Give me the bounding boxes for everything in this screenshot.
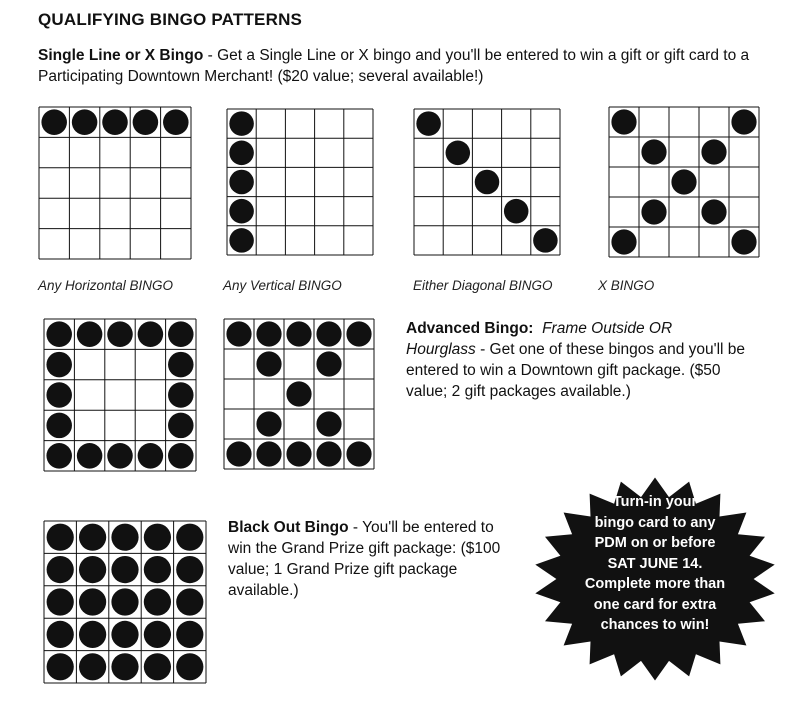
bingo-marker-dot bbox=[671, 169, 696, 194]
bingo-marker-dot bbox=[79, 621, 106, 648]
caption-horizontal: Any Horizontal BINGO bbox=[38, 278, 174, 293]
bingo-marker-dot bbox=[144, 556, 171, 583]
bingo-marker-dot bbox=[446, 141, 471, 166]
bingo-marker-dot bbox=[286, 381, 311, 406]
bingo-marker-dot bbox=[176, 588, 203, 615]
bingo-marker-dot bbox=[346, 321, 371, 346]
bingo-grid-svg bbox=[43, 318, 197, 472]
badge-text bbox=[566, 492, 744, 636]
bingo-marker-dot bbox=[111, 653, 138, 680]
advanced-title: Advanced Bingo: bbox=[406, 320, 534, 337]
bingo-marker-dot bbox=[641, 199, 666, 224]
grid-x bbox=[608, 106, 760, 258]
bingo-marker-dot bbox=[111, 524, 138, 551]
blackout-text: - You'll be entered to win the Grand Prize gift package: ($100 value; 1 Grand Prize gift package available.) bbox=[228, 519, 501, 599]
bingo-marker-dot bbox=[286, 441, 311, 466]
bingo-marker-dot bbox=[168, 413, 194, 439]
bingo-marker-dot bbox=[316, 321, 341, 346]
bingo-marker-dot bbox=[168, 321, 194, 347]
bingo-marker-dot bbox=[256, 411, 281, 436]
bingo-marker-dot bbox=[229, 111, 254, 136]
bingo-marker-dot bbox=[47, 588, 74, 615]
bingo-marker-dot bbox=[133, 109, 159, 135]
bingo-marker-dot bbox=[138, 321, 164, 347]
blackout-title: Black Out Bingo bbox=[228, 519, 349, 536]
bingo-marker-dot bbox=[229, 228, 254, 253]
bingo-marker-dot bbox=[111, 588, 138, 615]
grid-vertical bbox=[226, 108, 374, 256]
bingo-marker-dot bbox=[77, 321, 103, 347]
advanced-text: - Get one of these bingos and you'll be entered to win a Downtown gift package. ($50 value; 2 gift packages available.) bbox=[406, 341, 746, 400]
bingo-marker-dot bbox=[176, 524, 203, 551]
bingo-marker-dot bbox=[138, 443, 164, 469]
bingo-marker-dot bbox=[168, 382, 194, 408]
bingo-marker-dot bbox=[79, 556, 106, 583]
advanced-subtitle: Frame Outside OR Hourglass bbox=[406, 320, 673, 358]
bingo-grid-svg bbox=[226, 108, 374, 256]
bingo-marker-dot bbox=[47, 621, 74, 648]
bingo-grid-svg bbox=[38, 106, 192, 260]
badge-line: bingo card to any bbox=[594, 514, 716, 531]
bingo-marker-dot bbox=[79, 588, 106, 615]
bingo-grid-svg bbox=[43, 520, 207, 684]
bingo-marker-dot bbox=[107, 443, 133, 469]
badge-line: Complete more than bbox=[584, 576, 726, 592]
bingo-marker-dot bbox=[144, 588, 171, 615]
bingo-marker-dot bbox=[731, 109, 756, 134]
grid-frame bbox=[43, 318, 197, 472]
bingo-marker-dot bbox=[316, 441, 341, 466]
caption-diagonal: Either Diagonal BINGO bbox=[413, 278, 553, 293]
grid-diagonal bbox=[413, 108, 561, 256]
bingo-marker-dot bbox=[79, 524, 106, 551]
bingo-marker-dot bbox=[256, 351, 281, 376]
blackout-description bbox=[228, 517, 518, 601]
bingo-marker-dot bbox=[168, 443, 194, 469]
bingo-marker-dot bbox=[72, 109, 98, 135]
bingo-marker-dot bbox=[47, 653, 74, 680]
bingo-marker-dot bbox=[47, 556, 74, 583]
bingo-marker-dot bbox=[286, 321, 311, 346]
grid-hourglass bbox=[223, 318, 375, 470]
caption-vertical: Any Vertical BINGO bbox=[223, 278, 342, 293]
bingo-marker-dot bbox=[731, 229, 756, 254]
bingo-marker-dot bbox=[41, 109, 67, 135]
badge-line: one card for extra bbox=[593, 596, 717, 613]
bingo-marker-dot bbox=[176, 621, 203, 648]
bingo-marker-dot bbox=[316, 411, 341, 436]
page-title: QUALIFYING BINGO PATTERNS bbox=[38, 10, 303, 29]
bingo-marker-dot bbox=[346, 441, 371, 466]
bingo-marker-dot bbox=[107, 321, 133, 347]
bingo-marker-dot bbox=[611, 109, 636, 134]
bingo-marker-dot bbox=[46, 382, 72, 408]
bingo-grid-svg bbox=[413, 108, 561, 256]
bingo-grid-svg bbox=[608, 106, 760, 258]
single-line-description bbox=[38, 45, 778, 87]
bingo-marker-dot bbox=[46, 413, 72, 439]
bingo-grid-svg bbox=[223, 318, 375, 470]
bingo-marker-dot bbox=[611, 229, 636, 254]
bingo-marker-dot bbox=[46, 352, 72, 378]
bingo-marker-dot bbox=[144, 621, 171, 648]
bingo-marker-dot bbox=[111, 556, 138, 583]
bingo-marker-dot bbox=[111, 621, 138, 648]
bingo-marker-dot bbox=[504, 199, 529, 224]
bingo-marker-dot bbox=[533, 228, 558, 253]
grid-blackout bbox=[43, 520, 207, 684]
bingo-marker-dot bbox=[641, 139, 666, 164]
badge-line: chances to win! bbox=[600, 617, 710, 633]
bingo-marker-dot bbox=[256, 321, 281, 346]
bingo-marker-dot bbox=[226, 441, 251, 466]
bingo-marker-dot bbox=[229, 141, 254, 166]
bingo-marker-dot bbox=[46, 321, 72, 347]
single-line-text: - Get a Single Line or X bingo and you'll be entered to win a gift or gift card to a Participating Downtown Merchant! ($20 value; several available!) bbox=[38, 47, 750, 85]
bingo-marker-dot bbox=[256, 441, 281, 466]
badge-line: Turn-in your bbox=[612, 494, 698, 510]
single-line-title: Single Line or X Bingo bbox=[38, 47, 204, 64]
bingo-marker-dot bbox=[168, 352, 194, 378]
bingo-marker-dot bbox=[229, 170, 254, 195]
bingo-marker-dot bbox=[316, 351, 341, 376]
bingo-marker-dot bbox=[701, 139, 726, 164]
bingo-marker-dot bbox=[77, 443, 103, 469]
caption-x: X BINGO bbox=[598, 278, 655, 293]
bingo-marker-dot bbox=[79, 653, 106, 680]
bingo-marker-dot bbox=[226, 321, 251, 346]
bingo-marker-dot bbox=[163, 109, 189, 135]
bingo-marker-dot bbox=[144, 524, 171, 551]
bingo-marker-dot bbox=[102, 109, 128, 135]
bingo-marker-dot bbox=[475, 170, 500, 195]
grid-horizontal bbox=[38, 106, 192, 260]
badge-line: SAT JUNE 14. bbox=[607, 555, 703, 572]
advanced-description bbox=[406, 318, 746, 402]
bingo-marker-dot bbox=[46, 443, 72, 469]
bingo-marker-dot bbox=[176, 653, 203, 680]
bingo-marker-dot bbox=[144, 653, 171, 680]
bingo-marker-dot bbox=[176, 556, 203, 583]
bingo-marker-dot bbox=[229, 199, 254, 224]
bingo-marker-dot bbox=[416, 111, 441, 136]
badge-line: PDM on or before bbox=[594, 535, 716, 551]
bingo-marker-dot bbox=[701, 199, 726, 224]
bingo-marker-dot bbox=[47, 524, 74, 551]
